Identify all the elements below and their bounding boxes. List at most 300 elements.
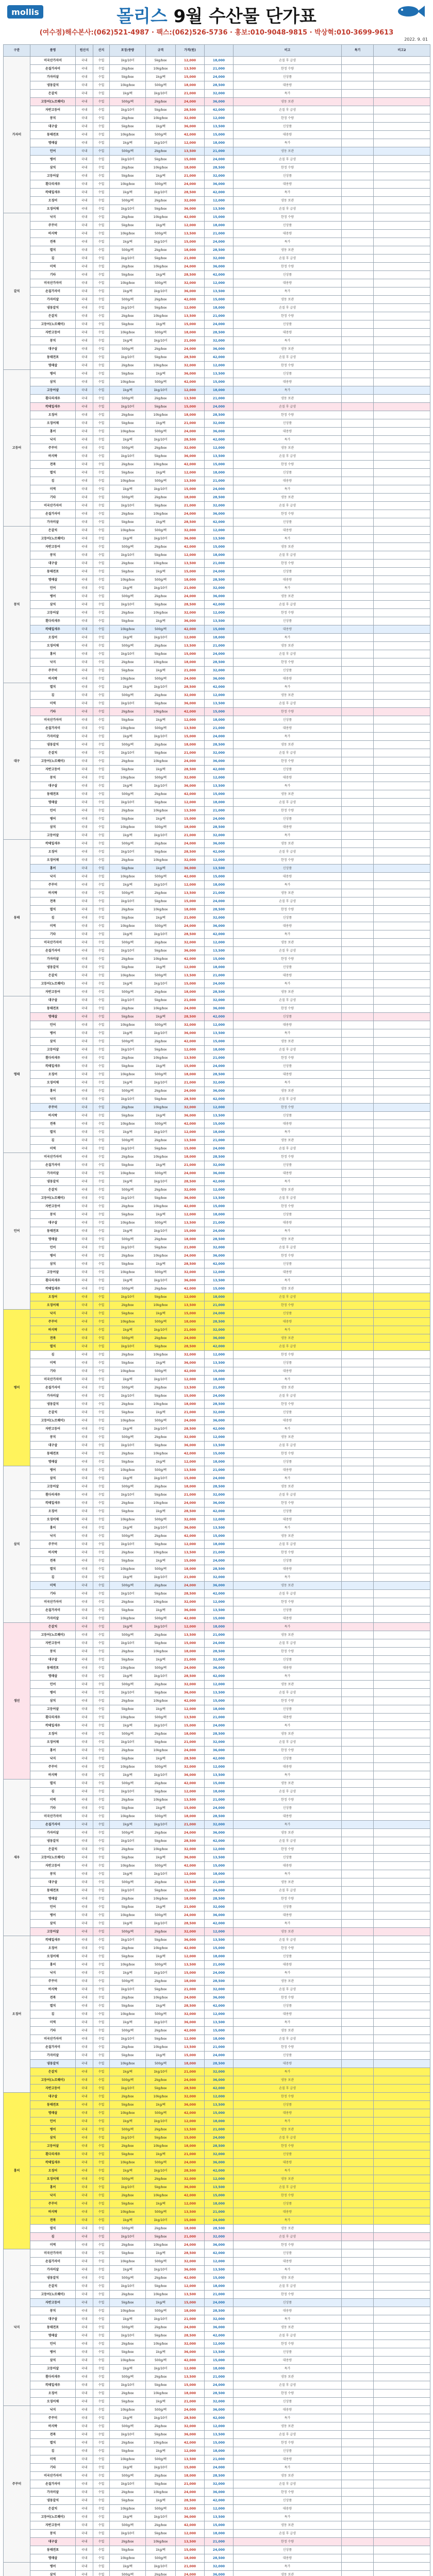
source-cell: 수입 (93, 2084, 110, 2093)
note-cell: 냉동 보관 (234, 1334, 342, 1343)
note2-cell (374, 395, 430, 403)
spec-cell: 500g/팩 (146, 2208, 176, 2216)
source-cell: 수입 (93, 279, 110, 287)
price-cell: 28,500 (176, 1590, 205, 1598)
price-alt-cell: 32,000 (205, 502, 234, 510)
origin-cell: 국내 (76, 996, 93, 1005)
source-cell: 수입 (93, 2497, 110, 2505)
spec-cell: 10kg/box (146, 2439, 176, 2447)
special-cell (342, 1227, 374, 1235)
note2-cell (374, 2027, 430, 2035)
price-alt-cell: 13,500 (205, 865, 234, 873)
price-cell: 28,500 (176, 683, 205, 691)
product-name: 은갈치 (30, 972, 76, 980)
origin-cell: 국내 (76, 1475, 93, 1483)
table-row (4, 1590, 430, 1598)
special-cell (342, 213, 374, 222)
note-cell: 손질 후 급냉 (234, 2530, 342, 2538)
table-row (4, 922, 430, 930)
note-cell: 특가 (234, 634, 342, 642)
table-row (4, 2365, 430, 2373)
table-row (4, 2266, 430, 2274)
origin-cell: 국내 (76, 485, 93, 494)
note2-cell (374, 197, 430, 205)
special-cell (342, 815, 374, 823)
product-name: 낙지 (30, 1969, 76, 1977)
note2-cell (374, 832, 430, 840)
table-row (4, 518, 430, 527)
note2-cell (374, 1994, 430, 2002)
note2-cell (374, 1475, 430, 1483)
product-name: 꽁치 (30, 551, 76, 560)
price-alt-cell: 32,000 (205, 1244, 234, 1252)
note-cell: 한정 수량 (234, 461, 342, 469)
price-alt-cell: 32,000 (205, 749, 234, 757)
special-cell (342, 757, 374, 766)
product-name: 흰다리새우 (30, 617, 76, 625)
pack-cell: 1kg/팩 (110, 1178, 146, 1186)
price-cell: 12,000 (176, 1376, 205, 1384)
origin-cell: 국내 (76, 2249, 93, 2258)
spec-cell: 500g/팩 (146, 2357, 176, 2365)
price-cell: 12,000 (176, 469, 205, 477)
note2-cell (374, 1705, 430, 1714)
source-cell: 수입 (93, 1219, 110, 1227)
product-name: 칵테일새우 (30, 1722, 76, 1730)
price-cell: 18,000 (176, 1071, 205, 1079)
source-cell: 수입 (93, 436, 110, 444)
spec-cell: 1kg/10미 (146, 930, 176, 939)
pack-cell: 500g/팩 (110, 1928, 146, 1936)
price-cell: 42,000 (176, 1697, 205, 1705)
source-cell: 수입 (93, 1046, 110, 1054)
note-cell: 대용량 (234, 823, 342, 832)
origin-cell: 국내 (76, 1540, 93, 1549)
price-alt-cell: 42,000 (205, 848, 234, 856)
price-cell: 36,000 (176, 2019, 205, 2027)
special-cell (342, 57, 374, 65)
product-name: 오징어채 (30, 419, 76, 428)
note2-cell (374, 865, 430, 873)
note2-cell (374, 271, 430, 279)
pack-cell: 10kg/box (110, 1565, 146, 1573)
source-cell: 수입 (93, 403, 110, 411)
pack-cell: 2kg/box (110, 1895, 146, 1903)
table-row (4, 353, 430, 362)
origin-cell: 국내 (76, 1145, 93, 1153)
pack-cell: 500g/팩 (110, 2027, 146, 2035)
table-row (4, 1128, 430, 1137)
special-cell (342, 782, 374, 790)
spec-cell: 1kg/팩 (146, 123, 176, 131)
price-alt-cell: 13,500 (205, 700, 234, 708)
price-alt-cell: 13,500 (205, 1277, 234, 1285)
note2-cell (374, 1211, 430, 1219)
pack-cell: 5kg/box (110, 914, 146, 922)
note2-cell (374, 782, 430, 790)
pack-cell: 1kg/10미 (110, 1689, 146, 1697)
special-cell (342, 1326, 374, 1334)
source-cell: 수입 (93, 2357, 110, 2365)
price-cell: 42,000 (176, 1367, 205, 1376)
product-name: 칵테일새우 (30, 1499, 76, 1507)
source-cell: 수입 (93, 881, 110, 889)
spec-cell: 1kg/10미 (146, 1425, 176, 1433)
product-name: 고등어(노르웨이) (30, 1854, 76, 1862)
special-cell (342, 2241, 374, 2249)
spec-cell: 1kg/팩 (146, 2348, 176, 2357)
spec-cell: 1kg/팩 (146, 1359, 176, 1367)
table-row (4, 1780, 430, 1788)
source-cell: 수입 (93, 865, 110, 873)
note2-cell (374, 2010, 430, 2019)
spec-cell: 1kg/10미 (146, 386, 176, 395)
special-cell (342, 2068, 374, 2076)
origin-cell: 국내 (76, 1079, 93, 1087)
product-name: 미역 (30, 922, 76, 930)
note-cell: 손질 후 급냉 (234, 156, 342, 164)
page-title (0, 2, 433, 27)
price-alt-cell: 18,000 (205, 1540, 234, 1549)
pack-cell: 2kg/box (110, 708, 146, 716)
spec-cell: 1kg/팩 (146, 1755, 176, 1763)
origin-cell: 국내 (76, 1285, 93, 1293)
table-row (4, 1829, 430, 1837)
price-cell: 36,000 (176, 700, 205, 708)
origin-cell: 국내 (76, 988, 93, 996)
origin-cell: 국내 (76, 551, 93, 560)
price-cell: 36,000 (176, 865, 205, 873)
note-cell: 손질 후 급냉 (234, 1788, 342, 1796)
price-alt-cell: 42,000 (205, 1343, 234, 1351)
price-alt-cell: 42,000 (205, 353, 234, 362)
table-row (4, 1087, 430, 1095)
price-alt-cell: 13,500 (205, 947, 234, 955)
price-alt-cell: 21,000 (205, 2291, 234, 2299)
note-cell: 대용량 (234, 1961, 342, 1969)
origin-cell: 국내 (76, 180, 93, 189)
origin-cell: 국내 (76, 1417, 93, 1425)
table-row (4, 1615, 430, 1623)
note2-cell (374, 2241, 430, 2249)
price-alt-cell: 13,500 (205, 370, 234, 378)
note2-cell (374, 914, 430, 922)
source-cell: 수입 (93, 1903, 110, 1911)
price-alt-cell: 18,000 (205, 1870, 234, 1878)
spec-cell: 1kg/10미 (146, 1672, 176, 1681)
special-cell (342, 1829, 374, 1837)
price-cell: 18,000 (176, 2472, 205, 2480)
source-cell: 수입 (93, 1211, 110, 1219)
note2-cell (374, 972, 430, 980)
pack-cell: 5kg/box (110, 123, 146, 131)
product-name: 오징어 (30, 2167, 76, 2175)
table-row (4, 2052, 430, 2060)
spec-cell: 1kg/팩 (146, 568, 176, 576)
note-cell: 냉동 보관 (234, 444, 342, 452)
price-cell: 36,000 (176, 1112, 205, 1120)
origin-cell: 국내 (76, 906, 93, 914)
origin-cell: 국내 (76, 2505, 93, 2513)
note2-cell (374, 1780, 430, 1788)
pack-cell: 10kg/box (110, 2010, 146, 2019)
source-cell: 수입 (93, 1013, 110, 1021)
product-name: 오징어 (30, 1071, 76, 1079)
note2-cell (374, 1747, 430, 1755)
source-cell: 수입 (93, 139, 110, 147)
source-cell: 수입 (93, 1071, 110, 1079)
table-row (4, 2447, 430, 2455)
special-cell (342, 1953, 374, 1961)
table-row (4, 2192, 430, 2200)
special-cell (342, 2398, 374, 2406)
price-alt-cell: 24,000 (205, 1392, 234, 1400)
note2-cell (374, 724, 430, 733)
origin-cell: 국내 (76, 189, 93, 197)
spec-cell: 2kg/box (146, 395, 176, 403)
note2-cell (374, 1689, 430, 1697)
product-name: 자반고등어 (30, 1862, 76, 1870)
table-row (4, 807, 430, 815)
note2-cell (374, 774, 430, 782)
price-cell: 36,000 (176, 123, 205, 131)
spec-cell: 2kg/box (146, 1483, 176, 1491)
special-cell (342, 320, 374, 329)
spec-cell: 500g/팩 (146, 922, 176, 930)
origin-cell: 국내 (76, 2291, 93, 2299)
special-cell (342, 1260, 374, 1268)
price-alt-cell: 42,000 (205, 601, 234, 609)
note2-cell (374, 1730, 430, 1738)
spec-cell: 5kg/box (146, 1639, 176, 1648)
note2-cell (374, 1944, 430, 1953)
note-cell: 한정 수량 (234, 263, 342, 271)
special-cell (342, 271, 374, 279)
price-cell: 28,500 (176, 1095, 205, 1104)
price-alt-cell: 28,500 (205, 741, 234, 749)
origin-cell: 국내 (76, 700, 93, 708)
pack-cell: 1kg/팩 (110, 1969, 146, 1977)
note2-cell (374, 1235, 430, 1244)
note2-cell (374, 667, 430, 675)
spec-cell: 2kg/box (146, 2472, 176, 2480)
price-cell: 24,000 (176, 98, 205, 106)
origin-cell: 국내 (76, 1656, 93, 1664)
origin-cell: 국내 (76, 1887, 93, 1895)
origin-cell: 국내 (76, 2282, 93, 2291)
origin-cell: 국내 (76, 1483, 93, 1491)
special-cell (342, 1689, 374, 1697)
price-alt-cell: 28,500 (205, 2060, 234, 2068)
special-cell (342, 1219, 374, 1227)
special-cell (342, 2365, 374, 2373)
pack-cell: 5kg/box (110, 2546, 146, 2554)
pack-cell: 2kg/box (110, 1400, 146, 1409)
pack-cell: 2kg/box (110, 1549, 146, 1557)
price-cell: 32,000 (176, 2505, 205, 2513)
note-cell: 특가 (234, 1969, 342, 1977)
price-cell: 32,000 (176, 1021, 205, 1029)
table-row (4, 535, 430, 543)
price-cell: 21,000 (176, 832, 205, 840)
price-cell: 18,000 (176, 2060, 205, 2068)
price-alt-cell: 24,000 (205, 1475, 234, 1483)
product-name: 가자미살 (30, 296, 76, 304)
origin-cell: 국내 (76, 757, 93, 766)
source-cell: 수입 (93, 1433, 110, 1442)
price-alt-cell: 21,000 (205, 560, 234, 568)
price-cell: 42,000 (176, 296, 205, 304)
price-cell: 12,000 (176, 222, 205, 230)
table-row (4, 1920, 430, 1928)
note-cell: 대용량 (234, 378, 342, 386)
origin-cell: 국내 (76, 1442, 93, 1450)
origin-cell: 국내 (76, 1606, 93, 1615)
special-cell (342, 1920, 374, 1928)
table-row (4, 955, 430, 963)
table-row (4, 1425, 430, 1433)
price-alt-cell: 21,000 (205, 1384, 234, 1392)
special-cell (342, 1639, 374, 1648)
spec-cell: 5kg/box (146, 2381, 176, 2389)
note-cell: 대용량 (234, 2357, 342, 2365)
note-cell: 냉동 보관 (234, 345, 342, 353)
price-cell: 18,000 (176, 411, 205, 419)
note-cell: 손질 후 급냉 (234, 57, 342, 65)
price-cell: 24,000 (176, 1829, 205, 1837)
spec-cell: 1kg/10미 (146, 1623, 176, 1631)
origin-cell: 국내 (76, 856, 93, 865)
special-cell (342, 2488, 374, 2497)
special-cell (342, 2389, 374, 2398)
special-cell (342, 691, 374, 700)
price-cell: 15,000 (176, 238, 205, 246)
spec-cell: 5kg/box (146, 650, 176, 658)
source-cell: 수입 (93, 675, 110, 683)
price-alt-cell: 28,500 (205, 988, 234, 996)
table-row (4, 1071, 430, 1079)
special-cell (342, 2373, 374, 2381)
pack-cell: 10kg/box (110, 1516, 146, 1524)
note-cell: 대용량 (234, 774, 342, 782)
pack-cell: 1kg/10미 (110, 1442, 146, 1450)
source-cell: 수입 (93, 1153, 110, 1161)
special-cell (342, 2554, 374, 2563)
origin-cell: 국내 (76, 1499, 93, 1507)
table-row (4, 642, 430, 650)
special-cell (342, 1763, 374, 1771)
table-row (4, 1689, 430, 1697)
note2-cell (374, 1483, 430, 1491)
table-row (4, 1433, 430, 1442)
source-cell: 수입 (93, 65, 110, 73)
special-cell (342, 1837, 374, 1845)
note-cell: 대용량 (234, 1812, 342, 1821)
special-cell (342, 609, 374, 617)
table-row (4, 749, 430, 757)
pack-cell: 1kg/10미 (110, 106, 146, 114)
product-name: 기타 (30, 2464, 76, 2472)
source-cell: 수입 (93, 2307, 110, 2315)
spec-cell: 10kg/box (146, 1301, 176, 1310)
special-cell (342, 238, 374, 246)
price-cell: 15,000 (176, 815, 205, 823)
price-alt-cell: 28,500 (205, 576, 234, 584)
note-cell: 특가 (234, 287, 342, 296)
table-row (4, 774, 430, 782)
note2-cell (374, 2068, 430, 2076)
price-alt-cell: 28,500 (205, 1648, 234, 1656)
origin-cell: 국내 (76, 1120, 93, 1128)
note-cell: 신상품 (234, 1310, 342, 1318)
price-cell: 42,000 (176, 1944, 205, 1953)
source-cell: 수입 (93, 2554, 110, 2563)
note2-cell (374, 2538, 430, 2546)
spec-cell: 1kg/10미 (146, 1227, 176, 1235)
price-alt-cell: 36,000 (205, 757, 234, 766)
product-name: 미역 (30, 1796, 76, 1804)
pack-cell: 500g/팩 (110, 1137, 146, 1145)
note-cell: 냉동 보관 (234, 592, 342, 601)
price-alt-cell: 15,000 (205, 1285, 234, 1293)
special-cell (342, 469, 374, 477)
note2-cell (374, 1532, 430, 1540)
table-row (4, 1870, 430, 1878)
origin-cell: 국내 (76, 164, 93, 172)
note2-cell (374, 1392, 430, 1400)
source-cell: 수입 (93, 1260, 110, 1268)
note2-cell (374, 2076, 430, 2084)
price-cell: 32,000 (176, 197, 205, 205)
special-cell (342, 1491, 374, 1499)
product-name: 바지락 (30, 2208, 76, 2216)
origin-cell: 국내 (76, 1763, 93, 1771)
price-cell: 21,000 (176, 1986, 205, 1994)
origin-cell: 국내 (76, 469, 93, 477)
source-cell: 수입 (93, 634, 110, 642)
origin-cell: 국내 (76, 1903, 93, 1911)
category-cell: 명태 (4, 996, 30, 1153)
price-cell: 32,000 (176, 2093, 205, 2101)
pack-cell: 1kg/10미 (110, 2530, 146, 2538)
note2-cell (374, 337, 430, 345)
pack-cell: 1kg/10미 (110, 1293, 146, 1301)
special-cell (342, 1598, 374, 1606)
table-row (4, 287, 430, 296)
source-cell: 수입 (93, 81, 110, 90)
origin-cell: 국내 (76, 1532, 93, 1540)
table-row (4, 897, 430, 906)
table-row (4, 362, 430, 370)
price-alt-cell: 15,000 (205, 1202, 234, 1211)
source-cell: 수입 (93, 1442, 110, 1450)
note2-cell (374, 2464, 430, 2472)
price-alt-cell: 28,500 (205, 164, 234, 172)
table-row (4, 2554, 430, 2563)
price-cell: 42,000 (176, 1120, 205, 1128)
special-cell (342, 287, 374, 296)
product-name: 흰다리새우 (30, 395, 76, 403)
product-name: 김 (30, 477, 76, 485)
special-cell (342, 980, 374, 988)
price-cell: 42,000 (176, 213, 205, 222)
pack-cell: 10kg/box (110, 2554, 146, 2563)
price-cell: 21,000 (176, 1079, 205, 1087)
pack-cell: 1kg/팩 (110, 1672, 146, 1681)
source-cell: 수입 (93, 1598, 110, 1606)
origin-cell: 국내 (76, 1837, 93, 1845)
source-cell: 수입 (93, 2216, 110, 2225)
